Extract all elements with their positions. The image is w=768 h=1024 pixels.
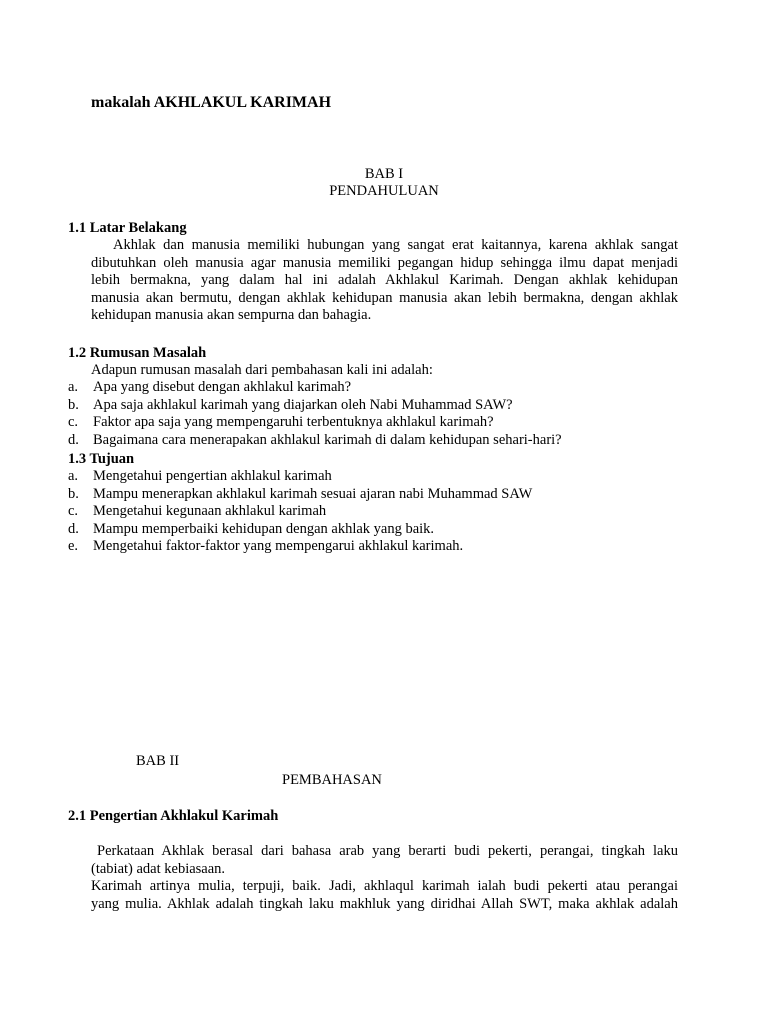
- paragraph-line: manusia akan bermutu, dengan akhlak kehidupan manusia akan lebih bermakna, dengan akhlak: [91, 289, 678, 306]
- list-marker: b.: [68, 396, 79, 413]
- paragraph-line: dibutuhkan oleh manusia agar manusia memiliki pegangan hidup sehingga ilmu dapat menjadi: [91, 254, 678, 271]
- list-text: Mampu menerapkan akhlakul karimah sesuai ajaran nabi Muhammad SAW: [93, 485, 533, 502]
- list-item: [68, 414, 562, 432]
- list-text: Faktor apa saja yang mempengaruhi terbentuknya akhlakul karimah?: [93, 414, 494, 430]
- list-text: Mengetahui faktor-faktor yang mempengarui akhlakul karimah.: [93, 538, 464, 554]
- list-marker: c.: [68, 414, 79, 430]
- list-item: [68, 432, 562, 450]
- list-text: Apa yang disebut dengan akhlakul karimah?: [93, 379, 352, 395]
- list-marker: d.: [68, 431, 79, 448]
- document-title: makalah AKHLAKUL KARIMAH: [91, 94, 332, 111]
- paragraph-line: lebih bermakna, yang dalam hal ini adalah Akhlakul Karimah. Dengan akhlak kehidupan: [91, 272, 678, 288]
- list-item: [68, 468, 532, 486]
- list-text: Mampu memperbaiki kehidupan dengan akhlak yang baik.: [93, 520, 435, 537]
- paragraph-line: (tabiat) adat kebiasaan.: [91, 860, 226, 877]
- list-item: [68, 397, 562, 415]
- paragraph-line: Karimah artinya mulia, terpuji, baik. Jadi, akhlaqul karimah ialah budi pekerti atau perangai: [91, 878, 678, 894]
- list-marker: a.: [68, 468, 79, 484]
- bab2-name: PEMBAHASAN: [282, 772, 382, 788]
- section-1-1-paragraph: [91, 237, 678, 325]
- list-item: [68, 486, 532, 504]
- section-1-1-heading: 1.1 Latar Belakang: [68, 220, 187, 236]
- paragraph-line: kehidupan manusia akan sempurna dan bahagia.: [91, 307, 372, 323]
- bab1-name: PENDAHULUAN: [329, 183, 439, 199]
- list-text: Bagaimana cara menerapakan akhlakul karimah di dalam kehidupan sehari-hari?: [93, 431, 562, 448]
- list-marker: a.: [68, 379, 79, 395]
- bab2-label: BAB II: [136, 753, 180, 769]
- list-marker: d.: [68, 520, 79, 537]
- list-item: [68, 521, 532, 539]
- list-item: [68, 538, 532, 556]
- section-2-1-heading: 2.1 Pengertian Akhlakul Karimah: [68, 808, 279, 824]
- section-1-2-heading: 1.2 Rumusan Masalah: [68, 345, 207, 361]
- list-item: [68, 379, 562, 397]
- section-1-2-list: [68, 379, 562, 449]
- list-marker: c.: [68, 503, 79, 519]
- section-1-2-intro: Adapun rumusan masalah dari pembahasan kali ini adalah:: [91, 362, 433, 378]
- list-marker: e.: [68, 538, 79, 554]
- list-marker: b.: [68, 485, 79, 502]
- section-1-3-list: [68, 468, 532, 556]
- paragraph-line: Perkataan Akhlak berasal dari bahasa arab yang berarti budi pekerti, perangai, tingkah laku: [97, 843, 678, 859]
- section-1-3-heading: 1.3 Tujuan: [68, 451, 135, 467]
- section-2-1-paragraph: [91, 843, 678, 913]
- paragraph-line: Akhlak dan manusia memiliki hubungan yang sangat erat kaitannya, karena akhlak sangat: [113, 237, 678, 253]
- list-text: Apa saja akhlakul karimah yang diajarkan oleh Nabi Muhammad SAW?: [93, 396, 513, 413]
- list-text: Mengetahui kegunaan akhlakul karimah: [93, 503, 327, 519]
- bab1-label: BAB I: [364, 166, 404, 182]
- list-item: [68, 503, 532, 521]
- paragraph-line: yang mulia. Akhlak adalah tingkah laku makhluk yang diridhai Allah SWT, maka akhlak adalah: [91, 895, 678, 912]
- list-text: Mengetahui pengertian akhlakul karimah: [93, 468, 332, 484]
